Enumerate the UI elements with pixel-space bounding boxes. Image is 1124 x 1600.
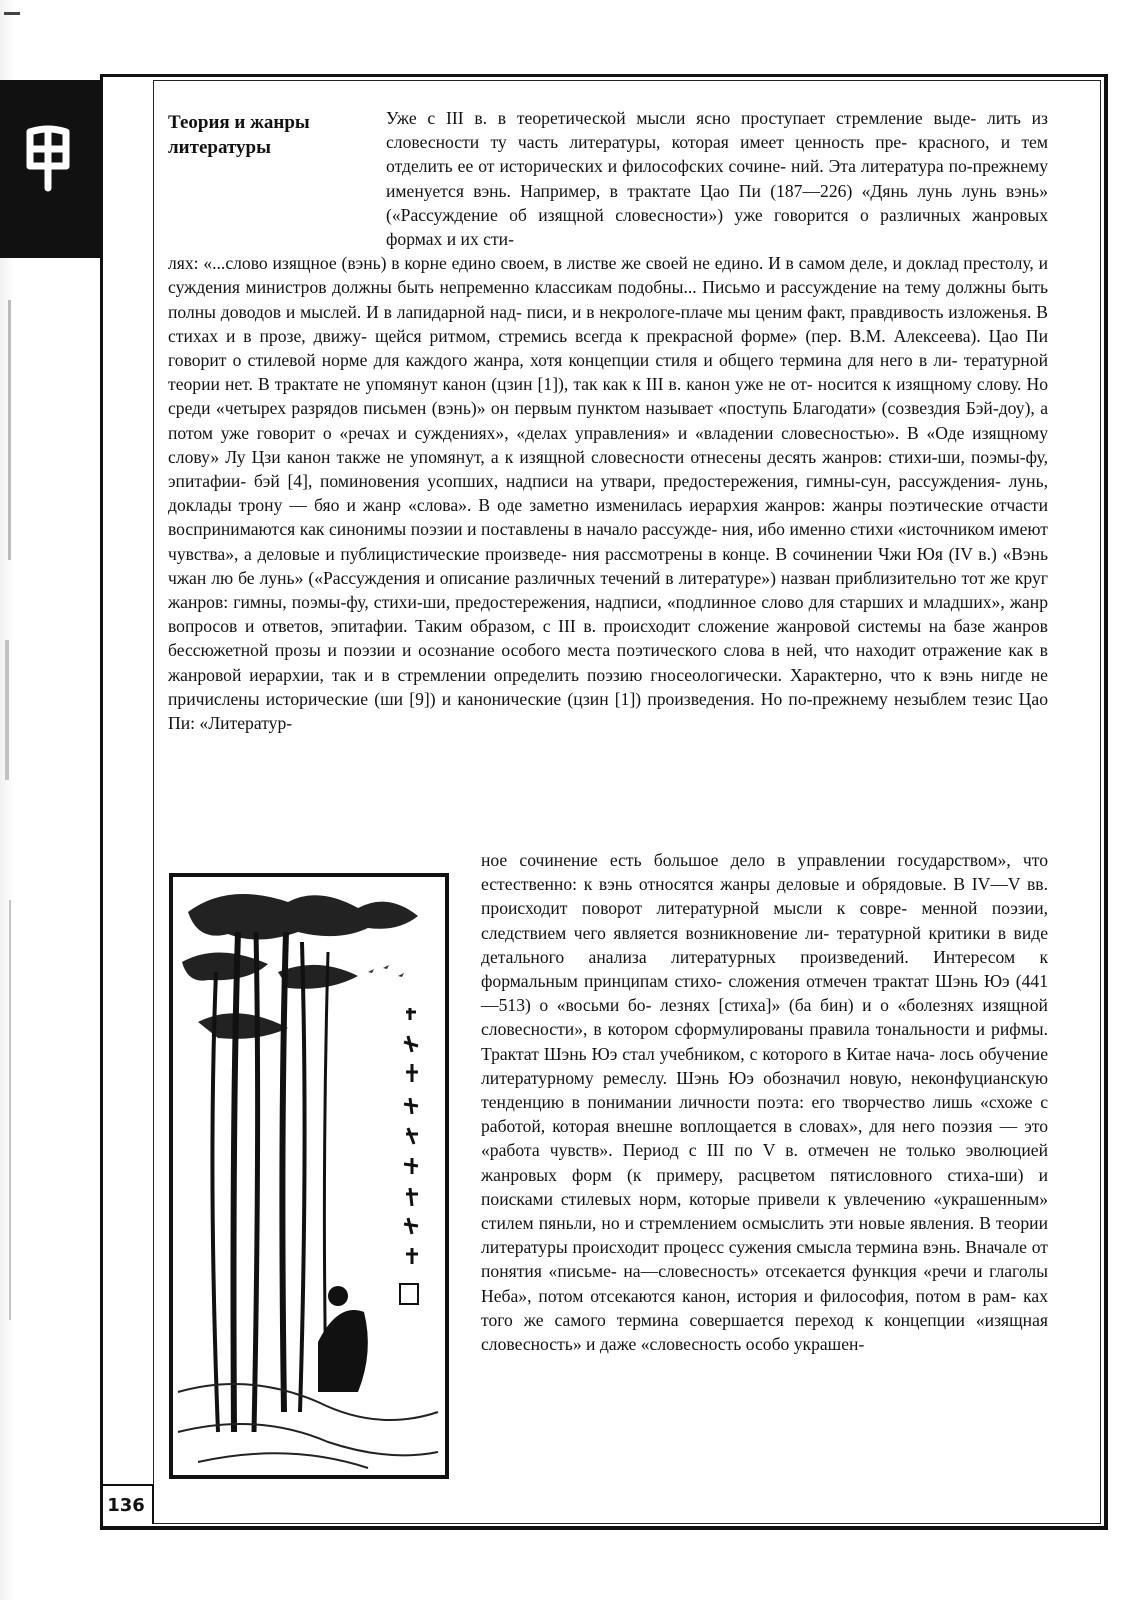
text-line: поэтические отчасти воспринимаются как синонимы поэзии и поставлены в начало рассужде- xyxy=(168,495,1049,540)
text-line: форм (к примеру, расцветом пятисловного стиха-ши) и xyxy=(572,1164,1048,1185)
scan-speck xyxy=(5,640,9,780)
text-line: бэй [4], поминовения усопших, надписи на утвари, предостережения, гимны-сун, рассуждения- xyxy=(253,471,1009,492)
text-line: ках того же самого термина совершается переход к концепции xyxy=(481,1285,1048,1330)
scan-speck xyxy=(8,300,11,560)
text-line: жанр вопросов и ответов, эпитафии. Таким образом, с III в. происходит сложение жанровой xyxy=(168,592,1048,637)
text-line: поэмы-фу, стихи-ши, предостережения, надписи, «подлинное слово для старших и младших», xyxy=(291,592,1010,613)
text-line: в котором сформулированы правила тональности и рифмы. xyxy=(593,1019,1048,1040)
text-line: ний. Эта литература по-прежнему именуется вэнь. Например, в трактате xyxy=(386,156,1048,201)
text-line: сужения смысла термина вэнь. Вначале от понятия «письме- xyxy=(481,1237,1048,1282)
text-line: лось обучение литературному ремеслу. Шэнь Юэ обозначил xyxy=(481,1043,1049,1088)
article-body xyxy=(168,106,1048,735)
text-line: носится к изящному слову. Но среди «четырех разрядов письмен (вэнь)» он первым пунктом xyxy=(168,374,1048,419)
ink-landscape-pines-illustration xyxy=(168,872,450,1480)
text-line: сложения отмечен трактат Шэнь Юэ (441—513) о «восьми бо- xyxy=(481,971,1049,1016)
text-line: менной поэзии, следствием чего является возникновение ли- xyxy=(481,898,1049,943)
text-line: писи, и в некрологе-плаче мы ценим факт, правдивость изложенья. В стихах и в прозе, движу- xyxy=(168,301,1048,346)
text-line: новую, неконфуцианскую тенденцию в понимании личности xyxy=(481,1067,1048,1113)
section-heading xyxy=(168,110,368,160)
text-line: В IV—V вв. происходит поворот литературной мысли к совре- xyxy=(481,874,1048,919)
text-line: Цао Пи (187—226) «Дянь лунь лунь вэнь» («Рассуждение об изящной xyxy=(386,180,1049,225)
text-line: тературной теории нет. В трактате не упомянут канон (цзин [1]), так как к III в. канон уже не от- xyxy=(168,350,1049,395)
text-line: и описание различных течений в литературе») назван приблизительно тот же круг жанров: гимны, xyxy=(168,567,1048,613)
text-line: на—словесность» отсекается функция «речи и глаголы Неба», xyxy=(481,1261,1048,1306)
text-line: словесности») уже говорится о различных жанровых формах и их сти- xyxy=(386,204,1048,250)
text-line: называет «поступь Благодати» (созвездия Бэй-доу), а потом уже говорит о «речах и суждениях», xyxy=(168,398,1049,443)
text-line: Период с III по V в. отмечен не только эволюцией жанровых xyxy=(481,1140,1049,1185)
text-line: тературной критики в виде детального анализа литературных xyxy=(481,922,1049,967)
right-column-text xyxy=(481,848,1048,1356)
text-line: поэзию гносеологически. Характерно, что к вэнь нигде не причислены исторические (ши [9]) xyxy=(168,664,1048,709)
section-heading-line: Теория и жанры xyxy=(168,112,310,133)
text-line: лунь, доклады трону — бяо и жанр «слова». В оде заметно изменилась иерархия жанров: жанры xyxy=(168,471,1048,516)
text-line: воплощается в словах», для него поэзия — это «работа чувств». xyxy=(481,1116,1049,1161)
text-line: потом отсекаются канон, история и философия, потом в рам- xyxy=(538,1285,1024,1306)
text-line: «изящная словесность» и даже «словесность особо украшен- xyxy=(481,1309,1048,1355)
section-heading-line: литературы xyxy=(168,137,271,158)
paragraph-full-width xyxy=(168,251,1048,735)
paragraph-top xyxy=(386,106,1048,251)
text-line: лезнях [стиха]» (ба бин) и о «болезнях изящной словесности», xyxy=(481,995,1048,1040)
text-line: щейся ритмом, стремись всегда к прекрасной форме» (пер. В.М. Алексеева). Цао Пи говорит xyxy=(168,325,1049,371)
page-number-text: 136 xyxy=(107,1494,145,1516)
text-line: ния рассмотрены в конце. В сочинении Чжи Юя (IV в.) «Вэнь чжан лю бе лунь» («Рассуждения xyxy=(168,543,1048,588)
text-line: поэта: его творчество лишь «схоже с работой, которая внешне xyxy=(481,1092,1048,1137)
text-line: эти новые явления. В теории литературы происходит процесс xyxy=(481,1213,1048,1258)
text-line: поисками стилевых норм, которые привели к увлечению xyxy=(481,1188,934,1209)
page-number xyxy=(100,1484,154,1524)
text-line: о стилевой норме для каждого жанра, хотя концепции стиля и общего термина для него в ли- xyxy=(232,350,964,371)
text-line: ное сочинение есть большое дело в управлении государством», xyxy=(481,850,1023,870)
text-line: не упомянут, а к изящной словесности отнесены десять жанров: стихи-ши, поэмы-фу, эпитафии- xyxy=(168,446,1048,492)
paragraph-right-column xyxy=(481,848,1048,1356)
text-line: лить из словесности ту часть литературы, которая имеет ценность пре- xyxy=(386,108,1049,153)
text-line: «украшенным» стилем пяньли, но и стремлением осмыслить xyxy=(481,1188,1048,1234)
text-line: Уже с III в. в теоретической мысли ясно проступает стремление выде- xyxy=(386,108,987,128)
text-line: Трактат Шэнь Юэ стал учебником, с которого в Китае нача- xyxy=(481,1043,940,1064)
text-line: лях: «...слово изящное (вэнь) в корне едино своем, в листве же своей не едино. И в самом деле, xyxy=(168,253,893,274)
text-line: слова в ней, что находит отражение как в жанровой иерархии, так и в стремлении определить xyxy=(168,640,1048,685)
text-line: ния, ибо именно стихи «источником имеют чувства», а деловые и публицистические произведе- xyxy=(168,519,1048,564)
text-line: произведений. Интересом к формальным принципам стихо- xyxy=(481,946,1048,992)
text-line: что естественно: к вэнь относятся жанры деловые и обрядовые. xyxy=(481,850,1048,895)
text-line: и канонические (цзин [1]) произведения. Но по-прежнему незыблем тезис Цао Пи: «Литератур- xyxy=(168,688,1048,734)
scan-speck xyxy=(4,12,20,15)
text-line: Письмо и рассуждение на тему должны быть полны доводов и мыслей. И в лапидарной над- xyxy=(168,277,1048,322)
text-line: системы на базе жанров бессюжетной прозы и поэзии и осознание особого места поэтического xyxy=(168,616,1048,661)
text-line: красного, и тем отделить ее от исторических и философских сочине- xyxy=(386,132,1048,177)
text-line: и доклад престолу, и суждения министров должны быть непременно классикам подобны... xyxy=(168,253,1048,298)
text-line: «делах управления» и «владении словесностью». В «Оде изящному слову» Лу Цзи канон также xyxy=(168,422,1048,467)
chinese-character-jia-icon xyxy=(22,122,74,194)
scan-speck xyxy=(9,900,11,1320)
chapter-side-tab xyxy=(0,80,100,258)
